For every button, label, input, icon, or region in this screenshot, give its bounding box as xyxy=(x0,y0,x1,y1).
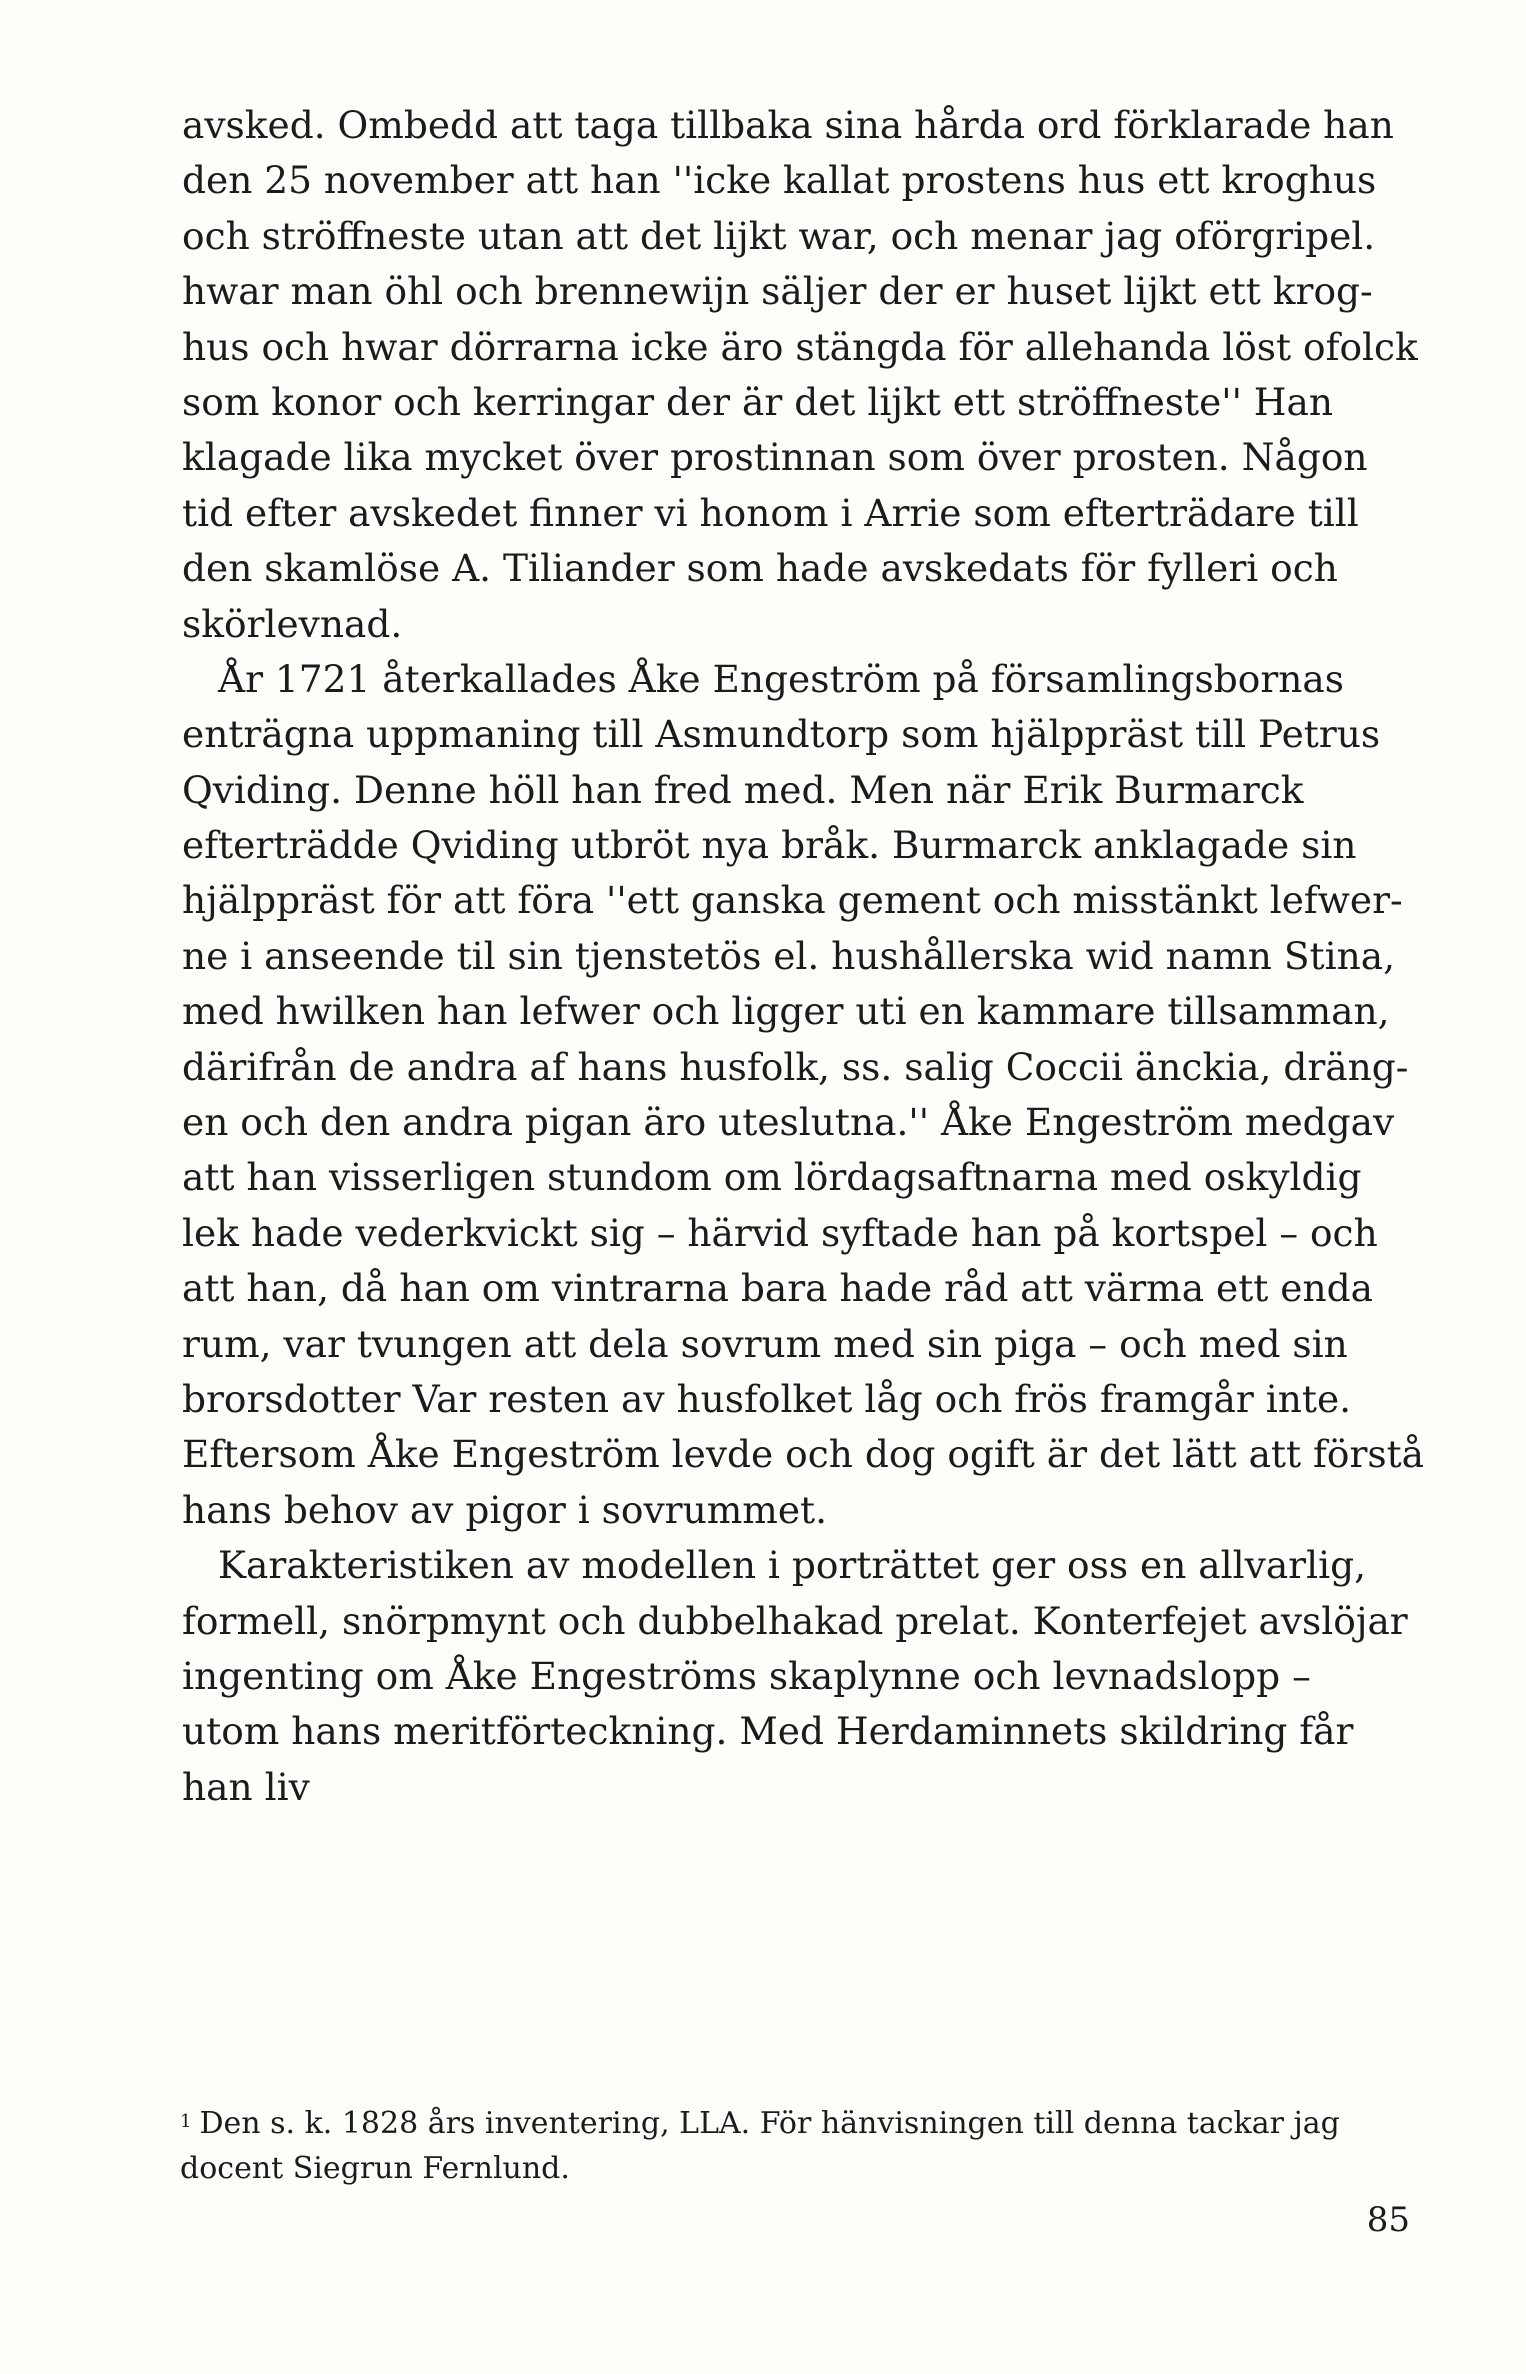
text-line: ne i anseende til sin tjenstetös el. hushållerska wid namn Stina, xyxy=(182,933,1396,978)
text-line: hus och hwar dörrarna icke äro stängda för allehanda löst ofolck xyxy=(182,324,1418,369)
page-number: 85 xyxy=(1366,2200,1410,2240)
text-line: efterträdde Qviding utbröt nya bråk. Burmarck anklagade sin xyxy=(182,823,1357,868)
footnote xyxy=(180,2098,1400,2192)
text-line: lek hade vederkvickt sig – härvid syftade han på kortspel – och xyxy=(182,1210,1378,1255)
text-line: som konor och kerringar der är det lijkt ett ströffneste'' Han xyxy=(182,379,1334,424)
text-line: hans behov av pigor i sovrummet. xyxy=(182,1487,828,1532)
text-line: ingenting om Åke Engeströms skaplynne och levnadslopp – xyxy=(182,1653,1311,1698)
text-line: Eftersom Åke Engeström levde och dog ogift är det lätt att förstå xyxy=(182,1432,1425,1477)
footnote-line xyxy=(180,2145,1400,2192)
text-line: Qviding. Denne höll han fred med. Men när Erik Burmarck xyxy=(182,767,1304,812)
text-line: med hwilken han lefwer och ligger uti en kammare tillsamman, xyxy=(182,989,1390,1034)
text-line: rum, var tvungen att dela sovrum med sin piga – och med sin xyxy=(182,1321,1348,1366)
text-line: hjälppräst för att föra ''ett ganska gement och misstänkt lefwer- xyxy=(182,878,1403,923)
text-line: avsked. Ombedd att taga tillbaka sina hårda ord förklarade han xyxy=(182,103,1394,147)
text-line: en och den andra pigan äro uteslutna.'' Åke Engeström medgav xyxy=(182,1100,1395,1145)
text-line: tid efter avskedet finner vi honom i Arrie som efterträdare till xyxy=(182,490,1359,535)
text-line: att han visserligen stundom om lördagsaftnarna med oskyldig xyxy=(182,1155,1362,1200)
footnote-marker: 1 xyxy=(180,2111,192,2132)
text-line: År 1721 återkallades Åke Engeström på församlingsbornas xyxy=(218,656,1345,701)
footnote-line xyxy=(180,2098,1400,2145)
text-line: skörlevnad. xyxy=(182,601,403,646)
text-line: utom hans meritförteckning. Med Herdaminnets skildring får xyxy=(182,1709,1354,1754)
body-text xyxy=(182,98,1425,1815)
footnote-text: Den s. k. 1828 års inventering, LLA. För hänvisningen till denna tackar jag xyxy=(199,2106,1340,2141)
text-line: den 25 november att han ''icke kallat prostens hus ett kroghus xyxy=(182,158,1377,203)
text-line: att han, då han om vintrarna bara hade råd att värma ett enda xyxy=(182,1266,1373,1311)
text-line: formell, snörpmynt och dubbelhakad prelat. Konterfejet avslöjar xyxy=(182,1598,1408,1643)
text-line: han liv xyxy=(182,1764,310,1809)
text-line: hwar man öhl och brennewijn säljer der er huset lijkt ett krog- xyxy=(182,269,1373,314)
text-line: den skamlöse A. Tiliander som hade avskedats för fylleri och xyxy=(182,546,1338,591)
text-line: enträgna uppmaning till Asmundtorp som hjälppräst till Petrus xyxy=(182,712,1381,757)
text-line: och ströffneste utan att det lijkt war, och menar jag oförgripel. xyxy=(182,213,1376,258)
footnote-text: docent Siegrun Fernlund. xyxy=(180,2151,570,2186)
text-line: klagade lika mycket över prostinnan som över prosten. Någon xyxy=(182,435,1368,480)
text-line: Karakteristiken av modellen i porträttet ger oss en allvarlig, xyxy=(218,1543,1367,1588)
text-line: brorsdotter Var resten av husfolket låg och frös framgår inte. xyxy=(182,1376,1352,1421)
text-line: därifrån de andra af hans husfolk, ss. salig Coccii änckia, dräng- xyxy=(182,1044,1409,1089)
